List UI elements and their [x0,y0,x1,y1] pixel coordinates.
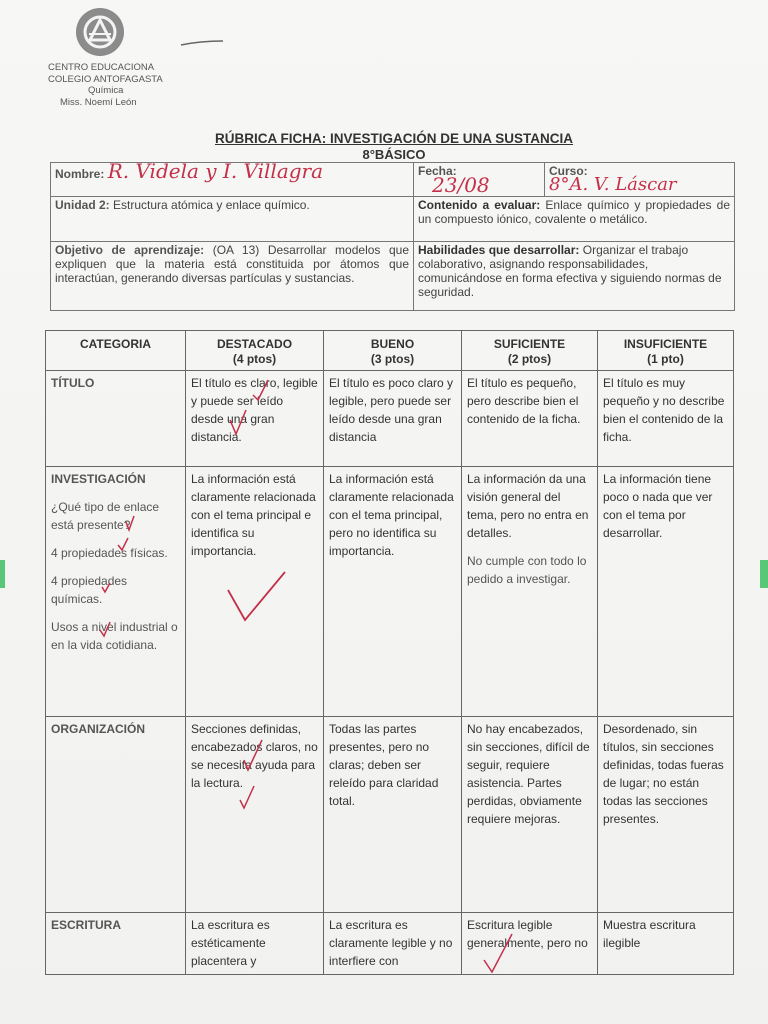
name-cell [51,159,414,197]
header-bueno: BUENO (3 ptos) [324,331,462,371]
table-row [46,717,734,913]
date-cell [414,163,545,197]
criterion-item: Usos a nivel industrial o en la vida cotidiana. [51,620,178,652]
criterion-item: ¿Qué tipo de enlace está presente? [51,500,160,532]
course-value: 8°A. V. Láscar [549,174,677,195]
course-label: Curso: [549,164,588,178]
objective-text: (OA 13) Desarrollar modelos que expliquen que la materia está constituida por átomos que interactúan, generando diversas partículas y sustancias. [55,243,409,285]
school-info [48,62,163,108]
criterion-item: 4 propiedades químicas. [51,574,128,606]
rubric-cell: Muestra escritura ilegible [598,913,734,975]
header-category: CATEGORIA [46,331,186,371]
skills-text: Organizar el trabajo colaborativo, asignando responsabilidades, comunicándose en forma efectiva y siguiendo normas de seguridad. [418,243,722,299]
green-edge [760,560,768,588]
unit-label: Unidad 2: [55,198,110,212]
rubric-cell: La información está claramente relacionada con el tema principal e identifica su importancia. [186,467,324,717]
rubric-cell: El título es claro, legible y puede ser leído desde una gran distancia. [186,371,324,467]
rubric-cell: No hay encabezados, sin secciones, difícil de seguir, requiere asistencia. Partes perdidas, obviamente requiere mejoras. [462,717,598,913]
table-row [46,467,734,717]
category-cell: ORGANIZACIÓN [46,717,186,913]
rubric-cell [462,467,598,717]
rubric-cell: Escritura legible generalmente, pero no [462,913,598,975]
date-label: Fecha: [418,164,457,178]
category-cell: ESCRITURA [46,913,186,975]
criterion-item: 4 propiedades físicas. [51,546,168,560]
rubric-cell-note: No cumple con todo lo pedido a investigar. [467,554,587,586]
rubric-cell: La información tiene poco o nada que ver con el tema por desarrollar. [598,467,734,717]
unit-text: Estructura atómica y enlace químico. [113,198,310,212]
rubric-cell: El título es muy pequeño y no describe bien el contenido de la ficha. [598,371,734,467]
rubric-cell: La escritura es claramente legible y no interfiere con [324,913,462,975]
school-line: COLEGIO ANTOFAGASTA [48,73,163,85]
teacher-name: Miss. Noemí León [60,96,137,108]
rubric-cell: Desordenado, sin títulos, sin secciones definidas, todas fueras de lugar; no están todas las secciones presentes. [598,717,734,913]
rubric-cell: Secciones definidas, encabezados claros, no se necesita ayuda para la lectura. [186,717,324,913]
rubric-cell: El título es poco claro y legible, pero puede ser leído desde una gran distancia [324,371,462,467]
document-title: RÚBRICA FICHA: INVESTIGACIÓN DE UNA SUSTANCIA [214,131,573,146]
school-logo-icon [76,8,124,56]
date-value: 23/08 [432,173,490,197]
objective-cell [51,242,414,311]
green-edge [0,560,5,588]
pen-mark [180,40,224,46]
objective-label: Objetivo de aprendizaje: [55,243,205,257]
header-destacado: DESTACADO (4 ptos) [186,331,324,371]
school-subject: Química [88,85,124,96]
category-cell: TÍTULO [46,371,186,467]
skills-cell [414,242,735,311]
table-row [46,913,734,975]
grade-level: 8°BÁSICO [362,147,426,162]
rubric-table [45,330,734,975]
content-label: Contenido a evaluar: [418,198,541,212]
category-label: INVESTIGACIÓN [51,472,146,486]
unit-cell [51,197,414,242]
table-row [46,371,734,467]
school-line: CENTRO EDUCACIONA [48,62,155,73]
rubric-cell: La escritura es estéticamente placentera y [186,913,324,975]
name-label: Nombre: [55,167,105,181]
rubric-cell: Todas las partes presentes, pero no claras; deben ser releído para claridad total. [324,717,462,913]
name-value: R. Videla y I. Villagra [107,159,324,183]
course-cell [545,163,735,197]
header-suficiente: SUFICIENTE (2 ptos) [462,331,598,371]
content-text: Enlace químico y propiedades de un compuesto iónico, covalente o metálico. [418,198,730,226]
rubric-cell-text: La información da una visión general del tema, pero no entra en detalles. [467,472,589,540]
header-insuficiente: INSUFICIENTE (1 pto) [598,331,734,371]
student-info-table [50,159,735,311]
content-cell [414,197,735,242]
category-cell [46,467,186,717]
skills-label: Habilidades que desarrollar: [418,243,580,257]
rubric-cell: El título es pequeño, pero describe bien el contenido de la ficha. [462,371,598,467]
rubric-cell: La información está claramente relacionada con el tema principal, pero no identifica su importancia. [324,467,462,717]
